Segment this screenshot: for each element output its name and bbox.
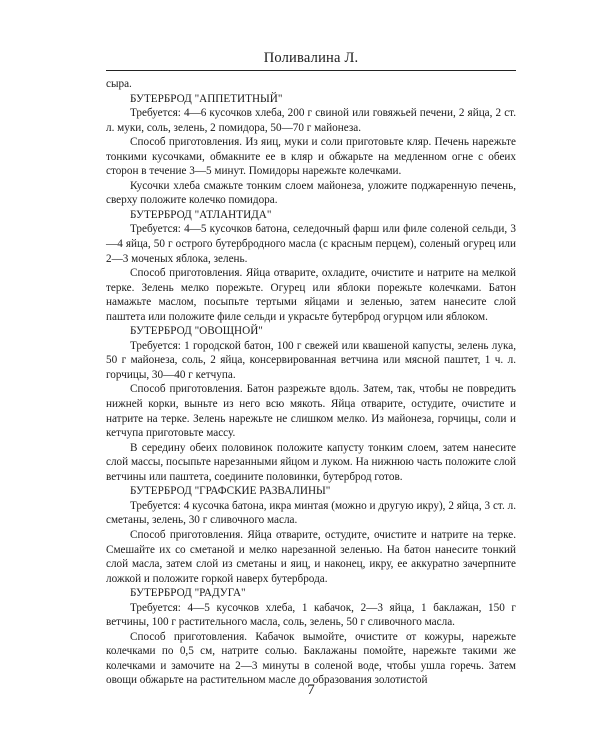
recipe-ingredients: Требуется: 4 кусочка батона, икра минтая (можно и другую икру), 2 яйца, 3 ст. л. сметаны, зелень, 30 г сливочного масла.: [106, 499, 516, 527]
recipe-method: Способ приготовления. Яйца отварите, остудите, очистите и натрите на терке. Смешайте их со сметаной и мелко нарезанной зеленью. На батон нанесите тонкий слой масла, затем слой из сметаны и яиц, и наконец, икру, ее аккуратно зачерпните ложкой и положите горкой наверх бутерброда.: [106, 528, 516, 585]
recipe-method: Способ приготовления. Из яиц, муки и соли приготовьте кляр. Печень нарежьте тонкими кусочками, обмакните ее в кляр и обжарьте на медленном огне с обеих сторон в течение 3—5 минут. Помидоры нарежьте колечками.: [106, 136, 516, 178]
recipe-method: Способ приготовления. Батон разрежьте вдоль. Затем, так, чтобы не повредить нижней корки, выньте из него всю мякоть. Яйца отварите, остудите, очистите и натрите на терке. Зелень нарежьте не слишком мелко. Из майонеза, горчицы, соли и кетчупа приготовьте массу.: [106, 383, 516, 440]
recipe-title: БУТЕРБРОД "РАДУГА": [130, 587, 246, 600]
continuation-text: сыра.: [106, 78, 132, 90]
running-head: Поливалина Л.: [263, 50, 359, 66]
page-number: 7: [307, 682, 315, 698]
recipe-method: Способ приготовления. Яйца отварите, охладите, очистите и натрите на мелкой терке. Зелень мелко порежьте. Огурец или яблоки порежьте колечками. Батон намажьте маслом, посыпьте тертыми яйцами и зеленью, затем нанесите слой паштета или положите филе сельди и украсьте бутерброд огурцом или яблоком.: [106, 267, 516, 323]
recipe-method: Способ приготовления. Кабачок вымойте, очистите от кожуры, нарежьте колечками по 0,5 см, натрите солью. Баклажаны помойте, нарежьте такими же колечками и замочите на 2—3 минуты в соленой воде, чтобы ушла горечь. Затем овощи обжарьте на растительном масле до образования золотистой: [106, 630, 516, 687]
recipe-title: БУТЕРБРОД "ГРАФСКИЕ РАЗВАЛИНЫ": [130, 485, 331, 498]
recipe-ingredients: Требуется: 4—5 кусочков хлеба, 1 кабачок, 2—3 яйца, 1 баклажан, 150 г ветчины, 100 г растительного масла, соль, зелень, 50 г сливочного масла.: [106, 601, 516, 629]
recipe-title: БУТЕРБРОД "ОВОЩНОЙ": [130, 325, 263, 338]
recipe-title: БУТЕРБРОД "АТЛАНТИДА": [130, 208, 272, 221]
recipe-ingredients: Требуется: 4—5 кусочков батона, селедочный фарш или филе соленой сельди, 3—4 яйца, 50 г острого бутербродного масла (с красным перцем), соленый огурец или 2—3 моченых яблока, зелень.: [106, 223, 516, 265]
header-rule: [106, 70, 516, 71]
page-body: [106, 77, 516, 688]
recipe-assembly: В середину обеих половинок положите капусту тонким слоем, затем нанесите слой массы, посыпьте нарезанными яйцом и луком. На нижнюю часть положите слой ветчины или паштета, соедините половинки, бутерброд готов.: [106, 441, 516, 483]
recipe-ingredients: Требуется: 1 городской батон, 100 г свежей или квашеной капусты, зелень лука, 50 г майонеза, соль, 2 яйца, консервированная ветчина или мясной паштет, 1 ч. л. горчицы, 30—40 г кетчупа.: [106, 339, 516, 381]
recipe-serving: Кусочки хлеба смажьте тонким слоем майонеза, уложите поджаренную печень, сверху положите колечко помидора.: [106, 179, 516, 207]
recipe-ingredients: Требуется: 4—6 кусочков хлеба, 200 г свиной или говяжьей печени, 2 яйца, 2 ст. л. муки, соль, зелень, 2 помидора, 50—70 г майонеза.: [106, 107, 516, 134]
recipe-title: БУТЕРБРОД "АППЕТИТНЫЙ": [130, 92, 283, 105]
